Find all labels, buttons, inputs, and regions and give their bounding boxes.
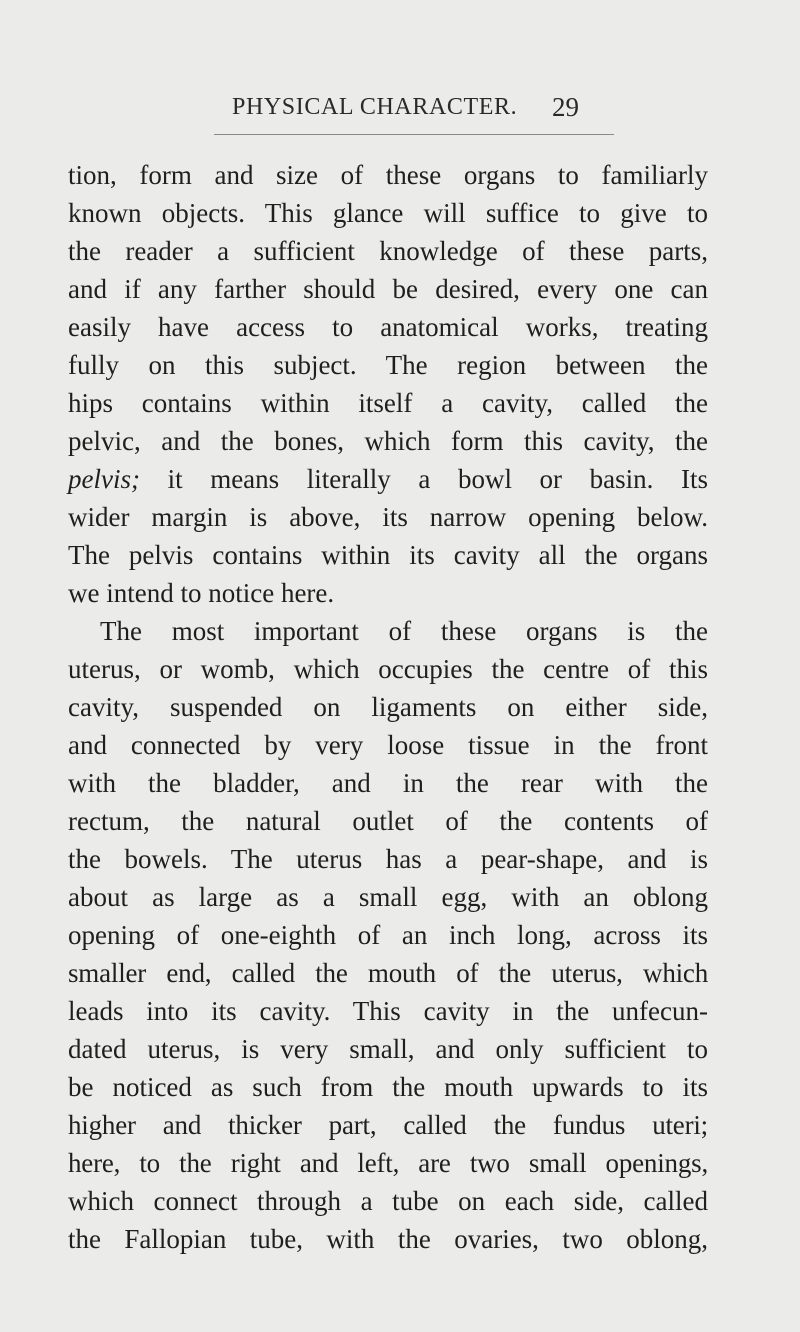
- text-line: fully on this subject. The region between the: [68, 350, 708, 380]
- text-line: with the bladder, and in the rear with the: [68, 768, 708, 798]
- text-line: opening of one-eighth of an inch long, across its: [68, 920, 708, 950]
- text-line: tion, form and size of these organs to familiarly: [68, 160, 708, 190]
- text-line: and connected by very loose tissue in the front: [68, 730, 708, 760]
- text-line: the Fallopian tube, with the ovaries, two oblong,: [68, 1224, 708, 1254]
- text-line: the reader a sufficient knowledge of these parts,: [68, 236, 708, 266]
- text-line: smaller end, called the mouth of the uterus, which: [68, 958, 708, 988]
- body-text: [68, 156, 708, 1258]
- text-line: the bowels. The uterus has a pear-shape, and is: [68, 844, 708, 874]
- text-line: here, to the right and left, are two small openings,: [68, 1148, 708, 1178]
- text-line: hips contains within itself a cavity, called the: [68, 388, 708, 418]
- text-line-rest: it means literally a bowl or basin. Its: [139, 464, 708, 494]
- page-header: [214, 88, 594, 128]
- header-rule: [214, 134, 614, 135]
- text-line: which connect through a tube on each side, called: [68, 1186, 708, 1216]
- text-line: easily have access to anatomical works, treating: [68, 312, 708, 342]
- text-line: higher and thicker part, called the fundus uteri;: [68, 1110, 708, 1140]
- text-line: about as large as a small egg, with an oblong: [68, 882, 708, 912]
- text-line: and if any farther should be desired, every one can: [68, 274, 708, 304]
- text-line: pelvic, and the bones, which form this cavity, the: [68, 426, 708, 456]
- text-line: be noticed as such from the mouth upwards to its: [68, 1072, 708, 1102]
- paragraph-start-line: The most important of these organs is the: [100, 616, 708, 646]
- text-line: wider margin is above, its narrow opening below.: [68, 502, 708, 532]
- text-line: dated uterus, is very small, and only sufficient to: [68, 1034, 708, 1064]
- text-line: cavity, suspended on ligaments on either side,: [68, 692, 708, 722]
- text-line: leads into its cavity. This cavity in the unfecun-: [68, 996, 708, 1026]
- text-line: known objects. This glance will suffice to give to: [68, 198, 708, 228]
- italic-term: pelvis;: [68, 464, 140, 494]
- text-line: uterus, or womb, which occupies the centre of this: [68, 654, 708, 684]
- text-line: rectum, the natural outlet of the contents of: [68, 806, 708, 836]
- running-head: PHYSICAL CHARACTER.: [232, 94, 518, 120]
- text-line: we intend to notice here.: [68, 578, 335, 608]
- page-number: 29: [552, 92, 579, 122]
- text-line: The pelvis contains within its cavity all the organs: [68, 540, 708, 570]
- text-line-with-italic: [68, 460, 708, 498]
